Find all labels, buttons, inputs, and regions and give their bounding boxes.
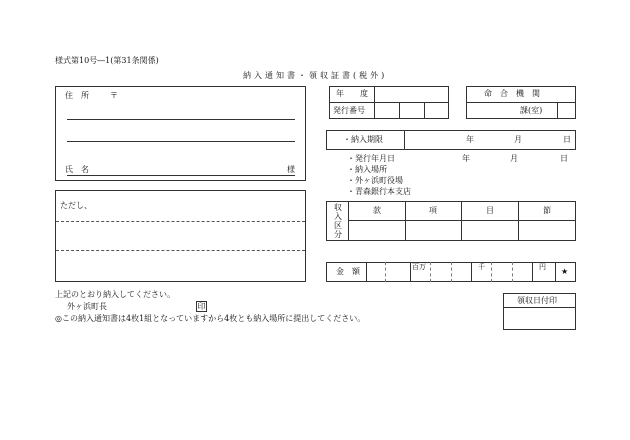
- amount-unit-yen: 円: [539, 263, 546, 271]
- income-side-label-3: 区: [334, 221, 342, 230]
- income-header-moku: 目: [486, 206, 494, 215]
- amount-digit-3: [430, 262, 431, 282]
- address-label: 住 所: [65, 91, 89, 100]
- honorific-label: 様: [287, 165, 295, 174]
- amount-unit-thousand: 千: [478, 263, 485, 271]
- payment-place-label: ・納入場所: [347, 165, 387, 174]
- income-col-3: [461, 201, 462, 241]
- note-label: ただし、: [60, 201, 92, 210]
- issue-date-day: 日: [560, 154, 568, 163]
- name-line[interactable]: [67, 175, 295, 176]
- amount-digit-4: [451, 262, 452, 282]
- dept-table-divider: [466, 102, 576, 103]
- address-line-2[interactable]: [67, 141, 295, 142]
- amount-label-divider: [366, 262, 367, 282]
- income-col-4: [518, 201, 519, 241]
- amount-digit-2: [410, 262, 411, 282]
- notice-text: ◎この納入通知書は4枚1組となっていますから4枚とも納入場所に提出してください。: [55, 314, 366, 323]
- deadline-month: 月: [514, 135, 522, 144]
- income-header-kou: 項: [429, 206, 437, 215]
- amount-digit-5: [471, 262, 472, 282]
- income-side-label-4: 分: [334, 230, 342, 239]
- postal-mark: 〒: [110, 91, 118, 100]
- deadline-label: ・納入期限: [343, 135, 383, 144]
- dept-section-label: 課(室): [520, 106, 543, 115]
- deadline-year: 年: [466, 135, 474, 144]
- document-title: 納入通知書・領収証書(税外): [243, 71, 388, 80]
- payment-office: ・外ヶ浜町役場: [347, 176, 403, 185]
- amount-digit-6: [491, 262, 492, 282]
- deadline-day: 日: [563, 135, 571, 144]
- issue-number-label: 発行番号: [333, 106, 365, 115]
- amount-label: 金 額: [336, 267, 360, 276]
- issue-date-month: 月: [510, 154, 518, 163]
- note-box: [55, 190, 306, 282]
- mayor-seal: 印: [197, 302, 206, 311]
- address-line-1[interactable]: [67, 119, 295, 120]
- form-number: 様式第10号―1(第31条関係): [55, 56, 159, 65]
- payment-bank: ・青森銀行本支店: [347, 187, 411, 196]
- issue-col-2: [399, 102, 400, 119]
- income-header-kan: 款: [373, 206, 381, 215]
- issue-date-year: 年: [462, 154, 470, 163]
- income-side-col: [348, 201, 349, 241]
- note-dash-line-2: [56, 250, 305, 251]
- deadline-divider: [404, 130, 405, 150]
- instruction-text: 上記のとおり納入してください。: [55, 290, 175, 299]
- fiscal-year-label: 年 度: [336, 89, 368, 98]
- name-label: 氏 名: [65, 165, 89, 174]
- amount-unit-million: 百万: [412, 263, 426, 271]
- issue-col-1: [374, 86, 375, 119]
- income-header-setsu: 節: [543, 206, 551, 215]
- amount-digit-8: [532, 262, 533, 282]
- dept-header: 命 合 機 関: [484, 89, 540, 98]
- amount-star-divider: [555, 262, 556, 282]
- mayor-label: 外ヶ浜町長: [67, 302, 107, 311]
- issue-date-label: ・発行年月日: [347, 154, 395, 163]
- income-col-2: [405, 201, 406, 241]
- dept-table-col: [557, 102, 558, 119]
- income-side-label-2: 入: [334, 212, 342, 221]
- issue-col-3: [424, 102, 425, 119]
- amount-digit-7: [512, 262, 513, 282]
- income-table: [326, 201, 576, 241]
- income-table-divider: [348, 220, 576, 221]
- note-dash-line-1: [56, 221, 305, 222]
- issue-table-divider: [329, 102, 449, 103]
- receipt-stamp-divider: [503, 307, 576, 308]
- amount-digit-1: [385, 262, 386, 282]
- receipt-stamp-label: 領収日付印: [517, 296, 557, 305]
- payer-box: [55, 86, 306, 181]
- amount-star-mark: ★: [561, 267, 569, 276]
- income-side-label-1: 収: [334, 203, 342, 212]
